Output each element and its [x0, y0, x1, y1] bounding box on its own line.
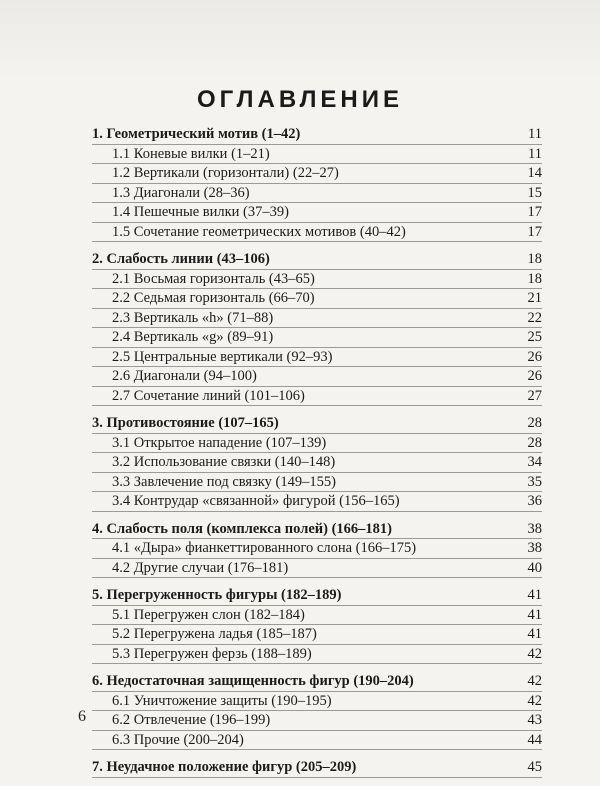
toc-entry-title: 4.2 Другие случаи (176–181): [112, 559, 289, 576]
toc-entry-page: 26: [527, 368, 542, 384]
toc-entry-title: 7. Неудачное положение фигур (205–209): [92, 759, 357, 775]
toc-subsection[interactable]: [92, 645, 542, 665]
toc-entry-page: 36: [527, 493, 542, 509]
toc-subsection[interactable]: [92, 367, 542, 387]
toc-subsection[interactable]: [92, 145, 542, 165]
toc-entry-page: 14: [527, 165, 542, 181]
toc-entry-title: 2.1 Восьмая горизонталь (43–65): [112, 270, 315, 287]
toc-entry-page: 41: [527, 606, 542, 623]
toc-entry-page: 28: [527, 434, 542, 451]
toc-entry-page: 42: [527, 692, 542, 709]
toc-entry-title: 4.1 «Дыра» фианкеттированного слона (166–175): [112, 540, 417, 556]
toc-entry-page: 38: [527, 540, 542, 556]
toc-entry-page: 21: [527, 290, 542, 306]
toc-subsection[interactable]: [92, 692, 542, 712]
toc-entry-title: 1.2 Вертикали (горизонтали) (22–27): [112, 165, 339, 181]
toc-entry-page: 11: [528, 145, 542, 162]
toc-entry-page: 26: [527, 348, 542, 365]
toc-entry-page: 22: [527, 309, 542, 326]
toc-section: [92, 414, 542, 512]
toc-subsection[interactable]: [92, 625, 542, 645]
toc-entry-title: 2.6 Диагонали (94–100): [112, 368, 257, 384]
toc-entry-title: 5.1 Перегружен слон (182–184): [112, 606, 305, 623]
toc-entry-page: 27: [527, 387, 542, 404]
toc-chapter[interactable]: [92, 125, 542, 145]
toc-entry-title: 1.3 Диагонали (28–36): [112, 184, 250, 201]
toc-entry-page: 28: [527, 415, 542, 431]
toc-entry-title: 5.3 Перегружен ферзь (188–189): [112, 645, 312, 662]
toc-entry-page: 43: [527, 712, 542, 728]
toc-entry-page: 38: [527, 520, 542, 537]
toc-entry-title: 1.1 Коневые вилки (1–21): [112, 145, 270, 162]
toc-section: [92, 672, 542, 750]
toc-subsection[interactable]: [92, 328, 542, 348]
toc-subsection[interactable]: [92, 309, 542, 329]
toc-subsection[interactable]: [92, 473, 542, 493]
toc-entry-title: 2. Слабость линии (43–106): [92, 251, 270, 267]
toc-subsection[interactable]: [92, 453, 542, 473]
page-number: 6: [78, 708, 86, 725]
toc-subsection[interactable]: [92, 731, 542, 751]
toc-entry-title: 5. Перегруженность фигуры (182–189): [92, 587, 342, 603]
toc-subsection[interactable]: [92, 387, 542, 407]
toc-entry-page: 35: [527, 473, 542, 490]
toc-entry-page: 17: [527, 223, 542, 240]
toc-section: [92, 125, 542, 242]
toc-subsection[interactable]: [92, 289, 542, 309]
toc-entry-title: 3.1 Открытое нападение (107–139): [112, 434, 327, 451]
toc-section: [92, 520, 542, 579]
toc-entry-title: 4. Слабость поля (комплекса полей) (166–181): [92, 520, 392, 537]
toc-entry-title: 6. Недостаточная защищенность фигур (190–204): [92, 673, 414, 689]
toc-entry-page: 15: [527, 184, 542, 201]
toc-entry-title: 2.7 Сочетание линий (101–106): [112, 387, 305, 404]
toc-entry-title: 3. Противостояние (107–165): [92, 415, 279, 431]
toc-entry-title: 1.4 Пешечные вилки (37–39): [112, 204, 289, 220]
page-title: ОГЛАВЛЕНИЕ: [196, 86, 404, 113]
toc-chapter[interactable]: [92, 250, 542, 270]
toc-subsection[interactable]: [92, 492, 542, 512]
toc-entry-title: 2.2 Седьмая горизонталь (66–70): [112, 290, 315, 306]
toc-entry-page: 40: [527, 559, 542, 576]
toc-section: [92, 250, 542, 406]
toc-entry-title: 3.3 Завлечение под связку (149–155): [112, 473, 336, 490]
table-of-contents: [92, 125, 542, 786]
toc-subsection[interactable]: [92, 434, 542, 454]
toc-entry-title: 2.5 Центральные вертикали (92–93): [112, 348, 333, 365]
toc-subsection[interactable]: [92, 223, 542, 243]
toc-entry-page: 44: [527, 731, 542, 748]
toc-entry-page: 17: [527, 204, 542, 220]
toc-entry-title: 6.3 Прочие (200–204): [112, 731, 244, 748]
toc-chapter[interactable]: [92, 586, 542, 606]
toc-entry-title: 6.1 Уничтожение защиты (190–195): [112, 692, 332, 709]
toc-chapter[interactable]: [92, 672, 542, 692]
toc-subsection[interactable]: [92, 348, 542, 368]
toc-subsection[interactable]: [92, 164, 542, 184]
toc-subsection[interactable]: [92, 559, 542, 579]
toc-subsection[interactable]: [92, 184, 542, 204]
toc-entry-title: 2.4 Вертикаль «g» (89–91): [112, 329, 274, 345]
toc-entry-page: 42: [527, 673, 542, 689]
toc-chapter[interactable]: [92, 758, 542, 778]
toc-entry-page: 45: [527, 759, 542, 775]
toc-entry-title: 2.3 Вертикаль «h» (71–88): [112, 309, 274, 326]
toc-subsection[interactable]: [92, 270, 542, 290]
toc-entry-title: 3.2 Использование связки (140–148): [112, 454, 336, 470]
toc-subsection[interactable]: [92, 606, 542, 626]
toc-chapter[interactable]: [92, 520, 542, 540]
toc-entry-page: 41: [527, 587, 542, 603]
toc-entry-page: 41: [527, 626, 542, 642]
toc-section: [92, 758, 542, 778]
toc-entry-title: 1.5 Сочетание геометрических мотивов (40–42): [112, 223, 406, 240]
toc-entry-page: 18: [527, 270, 542, 287]
toc-entry-page: 25: [527, 329, 542, 345]
toc-chapter[interactable]: [92, 414, 542, 434]
toc-entry-page: 42: [527, 645, 542, 662]
toc-subsection[interactable]: [92, 539, 542, 559]
toc-subsection[interactable]: [92, 711, 542, 731]
toc-entry-page: 11: [528, 126, 542, 142]
toc-entry-title: 3.4 Контрудар «связанной» фигурой (156–165): [112, 493, 400, 509]
toc-entry-title: 6.2 Отвлечение (196–199): [112, 712, 271, 728]
toc-entry-title: 1. Геометрический мотив (1–42): [92, 126, 301, 142]
toc-entry-page: 18: [527, 251, 542, 267]
toc-entry-page: 34: [527, 454, 542, 470]
bleed-through-header: [0, 0, 600, 80]
toc-entry-title: 5.2 Перегружена ладья (185–187): [112, 626, 317, 642]
toc-section: [92, 586, 542, 664]
toc-subsection[interactable]: [92, 203, 542, 223]
